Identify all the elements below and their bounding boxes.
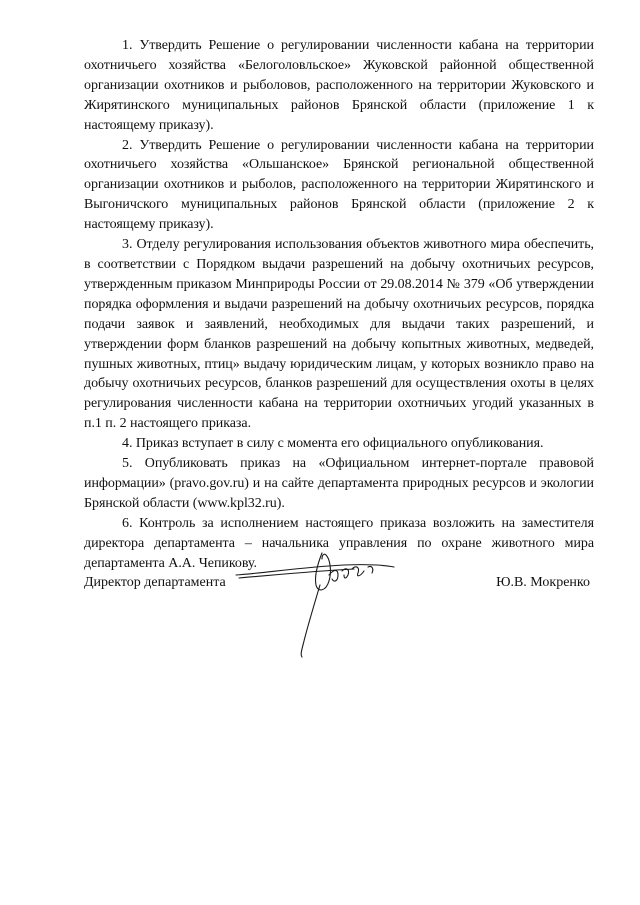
handwritten-signature — [234, 545, 404, 675]
paragraph-1: 1. Утвердить Решение о регулировании численности кабана на территории охотничьего хозяйства «Белоголовльское» Жуковской районной общественной организации охотников и рыболовов, расположенного на территории Жуковского и Жирятинского муниципальных районов Брянской области (приложение 1 к настоящему приказу). — [84, 38, 594, 133]
paragraph-2: 2. Утвердить Решение о регулировании численности кабана на территории охотничьего хозяйства «Ольшанское» Брянской региональной общественной организации охотников и рыболов, расположенного на территории Жирятинского и Выгоничского муниципальных районов Брянской области (приложение 2 к настоящему приказу). — [84, 137, 594, 233]
paragraph-3: 3. Отделу регулирования использования объектов животного мира обеспечить, в соответствии с Порядком выдачи разрешений на добычу охотничьих ресурсов, утвержденным приказом Минприроды России от 29.08.2014 № 379 «Об утверждении порядка оформления и выдачи разрешений на добычу охотничьих ресурсов, порядка подачи заявок и заявлений, необходимых для выдачи таких разрешений, и утверждении форм бланков разрешений на добычу копытных животных, медведей, пушных животных, птиц» выдачу юридическим лицам, у которых возникло право на добычу охотничьих ресурсов, бланков разрешений для осуществления охоты в целях регулирования численности кабана на территории охотничьих угодий указанных в п.1 п. 2 настоящего приказа. — [84, 237, 594, 432]
signatory-title: Директор департамента — [84, 575, 226, 590]
paragraph-6: 6. Контроль за исполнением настоящего приказа возложить на заместителя директора департамента – начальника управления по охране животного мира департамента А.А. Чепикову. — [84, 515, 594, 571]
paragraph-4: 4. Приказ вступает в силу с момента его официального опубликования. — [122, 436, 544, 452]
signature-block — [84, 565, 594, 675]
document-body — [84, 36, 594, 573]
signatory-name: Ю.В. Мокренко — [496, 575, 590, 590]
paragraph-5: 5. Опубликовать приказ на «Официальном интернет-портале правовой информации» (pravo.gov.ru) и на сайте департамента природных ресурсов и экологии Брянской области (www.kpl32.ru). — [84, 456, 594, 511]
